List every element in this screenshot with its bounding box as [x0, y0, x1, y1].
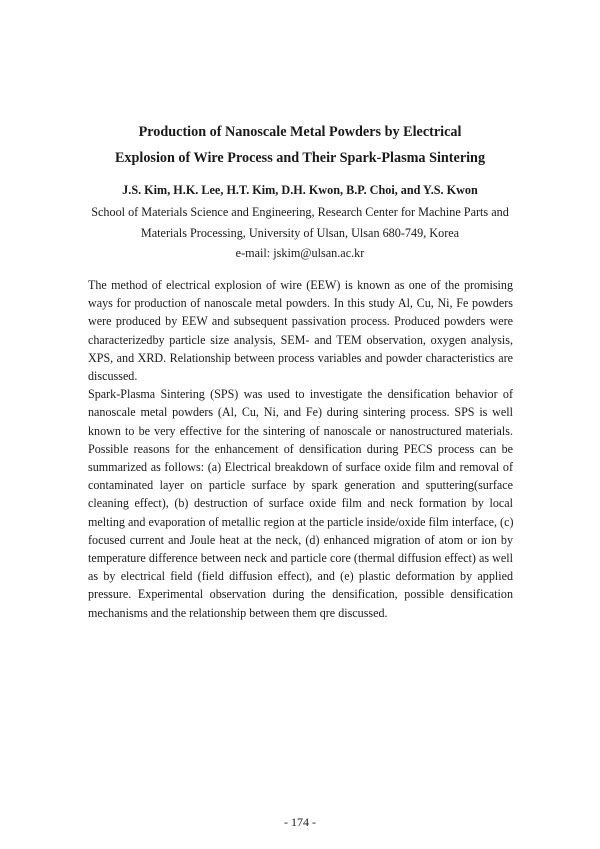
abstract-line: Spark-Plasma Sintering (SPS) was used to investigate the densification behavior of: [88, 387, 513, 402]
title-line: Explosion of Wire Process and Their Spark-Plasma Sintering: [114, 150, 486, 166]
abstract-line: summarized as follows: (a) Electrical breakdown of surface oxide film and removal of: [88, 460, 513, 475]
abstract-line: ways for production of nanoscale metal powders. In this study Al, Cu, Ni, Fe powders: [88, 296, 513, 311]
abstract-line: nanoscale metal powders (Al, Cu, Ni, and Fe) during sintering process. SPS is well: [88, 405, 513, 420]
abstract-line: mechanisms and the relationship between them qre discussed.: [88, 605, 388, 620]
abstract-line: The method of electrical explosion of wire (EEW) is known as one of the promising: [88, 278, 513, 292]
abstract-line: pressure. Experimental observation during the densification, possible densification: [88, 587, 513, 602]
page-number: - 174 -: [284, 815, 316, 829]
affiliation-line: School of Materials Science and Engineering, Research Center for Machine Parts and: [91, 205, 509, 219]
title-line: Production of Nanoscale Metal Powders by Electrical: [138, 124, 462, 140]
abstract-line: Possible reasons for the enhancement of densification during PECS process can be: [88, 441, 513, 456]
abstract-line: characterizedby particle size analysis, SEM- and TEM observation, oxygen analysis,: [88, 332, 513, 347]
abstract-line: melting and evaporation of metallic region at the particle inside/oxide film interface, (c): [88, 514, 514, 529]
abstract-line: temperature difference between neck and particle core (thermal diffusion effect) as well: [88, 551, 513, 566]
abstract-line: contaminated layer on particle surface by spark generation and sputtering(surface: [88, 478, 513, 493]
abstract-line: cleaning effect), (b) destruction of surface oxide film and neck formation by local: [88, 496, 513, 511]
contact-email: e-mail: jskim@ulsan.ac.kr: [235, 246, 365, 260]
abstract-line: as by electrical field (field diffusion effect), and (e) plastic deformation by applied: [88, 569, 513, 584]
abstract-line: XPS, and XRD. Relationship between process variables and powder characteristics are: [88, 350, 513, 365]
abstract-line: known to be very effective for the sintering of nanoscale or nanostructured materials.: [88, 423, 513, 438]
affiliation-line: Materials Processing, University of Ulsan, Ulsan 680-749, Korea: [140, 225, 460, 240]
affiliation: [60, 202, 540, 264]
abstract-body: [88, 276, 513, 622]
paper-title: [60, 119, 540, 171]
abstract-line: were produced by EEW and subsequent passivation process. Produced powders were: [88, 314, 513, 329]
abstract-line: focused current and Joule heat at the neck, (d) enhanced migration of atom or ion by: [88, 532, 513, 547]
abstract-line: discussed.: [88, 369, 138, 384]
author-list: J.S. Kim, H.K. Lee, H.T. Kim, D.H. Kwon, B.P. Choi, and Y.S. Kwon: [122, 183, 478, 197]
